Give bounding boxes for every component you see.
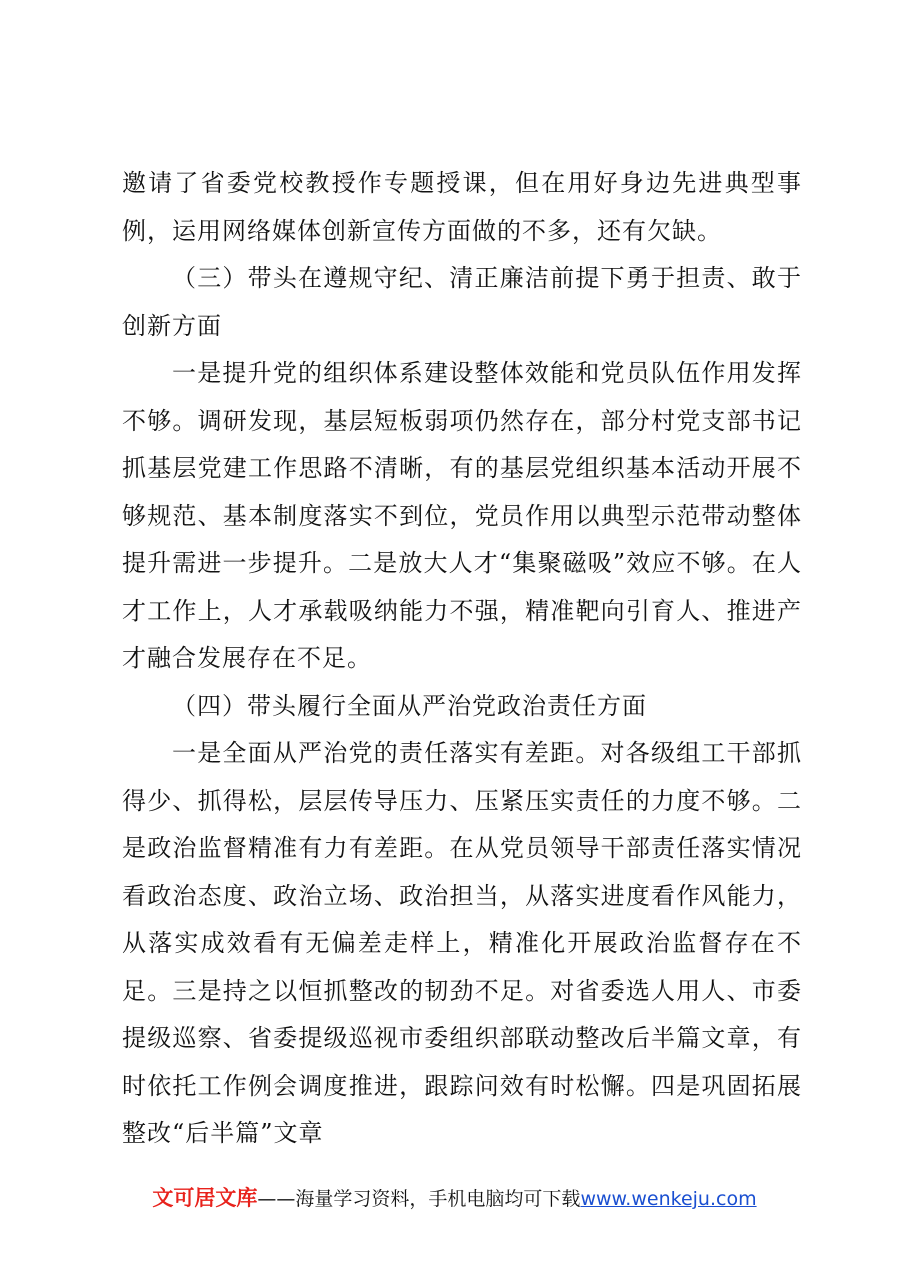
section-heading-4: （四）带头履行全面从严治党政治责任方面: [172, 691, 647, 720]
footer-link[interactable]: www.wenkeju.com: [580, 1188, 757, 1210]
document-body: [122, 160, 802, 1158]
paragraph-continuation: 邀请了省委党校教授作专题授课，但在用好身边先进典型事例，运用网络媒体创新宣传方面做的不多，还有欠缺。: [122, 169, 802, 245]
paragraph-body: 一是全面从严治党的责任落实有差距。对各级组工干部抓得少、抓得松，层层传导压力、压紧压实责任的力度不够。二是政治监督精准有力有差距。在从党员领导干部责任落实情况看政治态度、政治立场、政治担当，从落实进度看作风能力，从落实成效看有无偏差走样上，精准化开展政治监督存在不足。三是持之以恒抓整改的韧劲不足。对省委选人用人、市委提级巡察、省委提级巡视市委组织部联动整改后半篇文章，有时依托工作例会调度推进，跟踪问效有时松懈。四是巩固拓展整改“后半篇”文章: [122, 739, 802, 1147]
section-heading-3: （三）带头在遵规守纪、清正廉洁前提下勇于担责、敢于创新方面: [122, 264, 802, 340]
footer-banner: [0, 1182, 909, 1212]
paragraph-body: 一是提升党的组织体系建设整体效能和党员队伍作用发挥不够。调研发现，基层短板弱项仍然存在，部分村党支部书记抓基层党建工作思路不清晰，有的基层党组织基本活动开展不够规范、基本制度落实不到位，党员作用以典型示范带动整体提升需进一步提升。二是放大人才“集聚磁吸”效应不够。在人才工作上，人才承载吸纳能力不强，精准靶向引育人、推进产才融合发展存在不足。: [122, 359, 802, 672]
footer-brand: 文可居文库: [152, 1186, 258, 1210]
footer-tagline: ——海量学习资料，手机电脑均可下载: [257, 1188, 581, 1210]
